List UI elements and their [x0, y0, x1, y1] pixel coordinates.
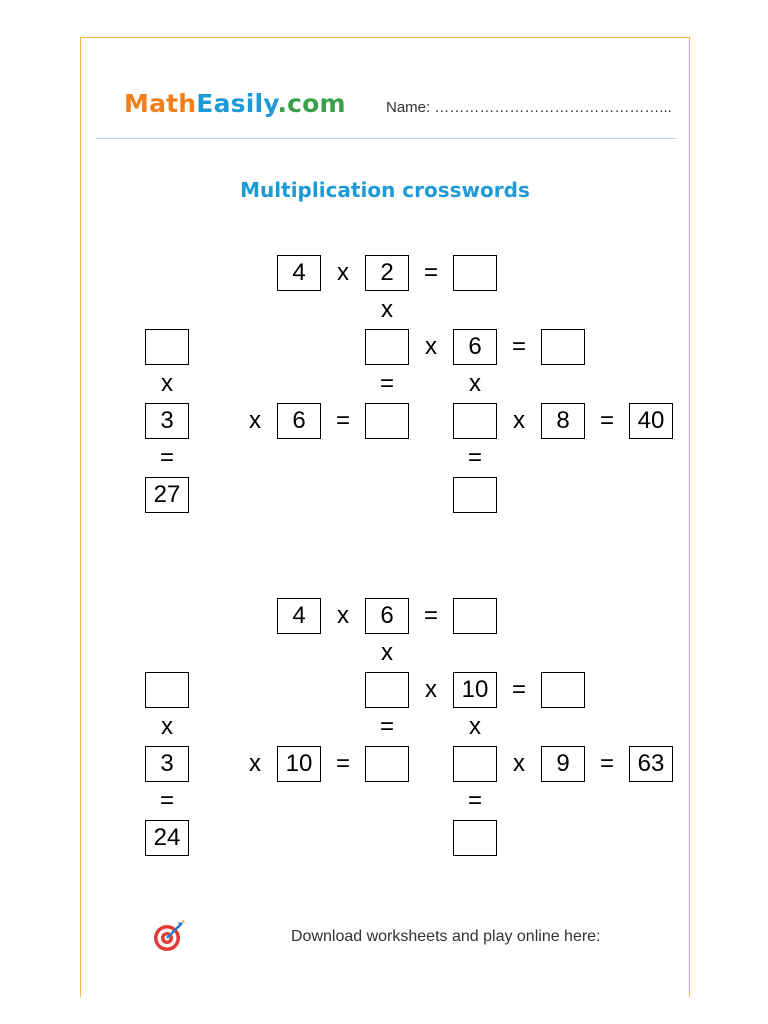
crossword-box[interactable]: 6 [453, 329, 497, 365]
crossword-operator: x [161, 370, 173, 397]
brand-part-easily: Easily [196, 89, 278, 118]
crossword-box[interactable] [541, 329, 585, 365]
crossword-box[interactable]: 8 [541, 403, 585, 439]
crossword-box[interactable] [453, 477, 497, 513]
crossword-box[interactable]: 4 [277, 255, 321, 291]
worksheet-page [80, 37, 690, 997]
crossword-operator: x [425, 333, 437, 360]
crossword-operator: = [335, 407, 350, 434]
crossword-operator: = [511, 676, 526, 703]
name-field[interactable]: Name: ………………………………………... [386, 99, 672, 116]
crossword-box[interactable] [145, 672, 189, 708]
crossword-box[interactable]: 6 [277, 403, 321, 439]
crossword-operator: x [249, 407, 261, 434]
crossword-operator: x [469, 713, 481, 740]
crossword-box[interactable] [145, 329, 189, 365]
brand-part-math: Math [124, 89, 197, 118]
crossword-operator: = [511, 333, 526, 360]
crossword-box[interactable] [453, 598, 497, 634]
crossword-operator: = [467, 444, 482, 471]
header-divider [96, 138, 676, 139]
crossword-operator: = [159, 444, 174, 471]
crossword-operator: x [161, 713, 173, 740]
crossword-box[interactable]: 10 [277, 746, 321, 782]
crossword-box[interactable]: 10 [453, 672, 497, 708]
crossword-box[interactable] [453, 820, 497, 856]
crossword-operator: = [379, 370, 394, 397]
crossword-operator: x [469, 370, 481, 397]
crossword-operator: = [335, 750, 350, 777]
crossword-operator: = [159, 787, 174, 814]
crossword-box[interactable]: 3 [145, 746, 189, 782]
crossword-operator: = [379, 713, 394, 740]
crossword-operator: x [249, 750, 261, 777]
crossword-box[interactable] [453, 403, 497, 439]
crossword-box[interactable] [365, 329, 409, 365]
crossword-operator: x [513, 750, 525, 777]
crossword-box[interactable] [541, 672, 585, 708]
crossword-operator: = [599, 750, 614, 777]
crossword-box[interactable] [365, 746, 409, 782]
crossword-box[interactable] [453, 255, 497, 291]
brand-part-com: .com [277, 89, 346, 118]
brand-logo[interactable] [124, 89, 346, 118]
crossword-operator: = [423, 602, 438, 629]
crossword-box[interactable] [453, 746, 497, 782]
crossword-box[interactable]: 24 [145, 820, 189, 856]
crossword-box[interactable]: 6 [365, 598, 409, 634]
page-title: Multiplication crosswords [240, 178, 530, 202]
crossword-operator: = [467, 787, 482, 814]
crossword-box[interactable]: 63 [629, 746, 673, 782]
crossword-box[interactable]: 4 [277, 598, 321, 634]
crossword-operator: = [599, 407, 614, 434]
crossword-box[interactable]: 3 [145, 403, 189, 439]
target-icon [151, 918, 187, 954]
crossword-operator: x [425, 676, 437, 703]
crossword-operator: x [381, 639, 393, 666]
crossword-box[interactable] [365, 672, 409, 708]
crossword-operator: x [337, 259, 349, 286]
crossword-box[interactable]: 2 [365, 255, 409, 291]
footer-download-text: Download worksheets and play online here: [291, 928, 601, 945]
crossword-box[interactable]: 9 [541, 746, 585, 782]
crossword-operator: = [423, 259, 438, 286]
crossword-box[interactable] [365, 403, 409, 439]
crossword-box[interactable]: 27 [145, 477, 189, 513]
crossword-operator: x [513, 407, 525, 434]
crossword-box[interactable]: 40 [629, 403, 673, 439]
crossword-operator: x [381, 296, 393, 323]
crossword-operator: x [337, 602, 349, 629]
